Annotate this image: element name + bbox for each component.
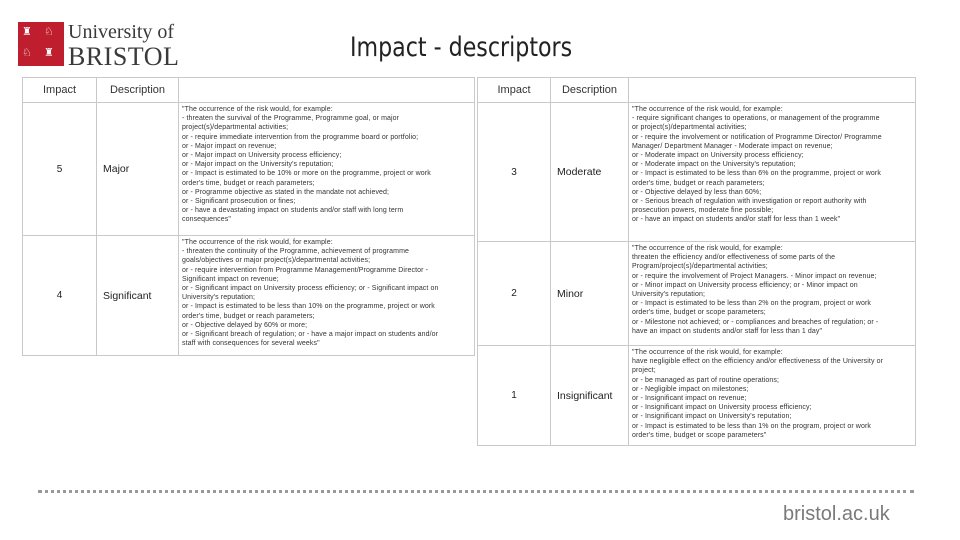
description-line: - threaten the survival of the Programme, Programme goal, or major <box>182 115 400 123</box>
table-row <box>23 103 475 236</box>
description-line: "The occurrence of the risk would, for example: <box>632 349 783 356</box>
description-line: University's reputation; <box>182 294 255 302</box>
description-line: Program/project(s)/departmental activities; <box>632 263 768 271</box>
description-line: or - have a devastating impact on students and/or staff with long term <box>182 207 404 215</box>
description-line: or - Programme objective as stated in the mandate not achieved; <box>182 188 390 196</box>
description-line: or - Significant impact on University process efficiency; or - Significant impact on <box>182 285 439 293</box>
description-line: or - require intervention from Programme Management/Programme Director - <box>182 266 429 274</box>
crest-icon: ♜ ♘ ♘ ♜ <box>18 22 64 66</box>
description-line: have negligible effect on the efficiency and/or effectiveness of the University or <box>632 358 884 366</box>
impact-level: Insignificant <box>551 346 629 446</box>
impact-level: Minor <box>551 242 629 346</box>
description-line: "The occurrence of the risk would, for example: <box>632 245 783 252</box>
description-line: or - have an impact on students and/or staff for less than 1 week" <box>632 216 841 224</box>
description-line: or - Significant prosecution or fines; <box>182 198 296 206</box>
impact-score: 2 <box>478 242 551 346</box>
description-line: or - Serious breach of regulation with investigation or report authority with <box>632 198 867 206</box>
description-line: or - Major impact on revenue; <box>182 142 277 150</box>
description-line: order's time, budget or reach parameters; <box>632 179 765 187</box>
logo-bristol: BRISTOL <box>68 42 180 71</box>
description-line: staff with consequences for several weeks" <box>182 340 320 348</box>
description-line: University's reputation; <box>632 291 705 299</box>
description-line: or - Impact is estimated to be less than 1% on the program, project or work <box>632 422 871 430</box>
description-line: or - Impact is estimated to be less than 2% on the program, project or work <box>632 300 871 308</box>
description-line: project(s)/departmental activities; <box>182 124 289 132</box>
footer-url: bristol.ac.uk <box>783 503 890 525</box>
description-line: or - Impact is estimated to be less than 6% on the programme, project or work <box>632 170 881 178</box>
description-line: "The occurrence of the risk would, for example: <box>632 106 783 113</box>
description-line: order's time, budget or scope parameters; <box>632 309 766 317</box>
table-row <box>23 236 475 356</box>
description-line: - threaten the continuity of the Programme, achievement of programme <box>182 248 410 256</box>
header-impact: Impact <box>23 78 97 103</box>
description-line: or project(s)/departmental activities; <box>632 124 747 132</box>
header-blank <box>629 78 916 103</box>
impact-table-left <box>22 77 475 356</box>
description-line: threaten the efficiency and/or effectiveness of some parts of the <box>632 254 836 262</box>
header-blank <box>179 78 475 103</box>
description-line: or - Major impact on the University's reputation; <box>182 161 334 169</box>
description-line: or - require the involvement of Project Managers. - Minor impact on revenue; <box>632 272 877 280</box>
description-line: or - Insignificant impact on University's reputation; <box>632 413 792 421</box>
impact-level: Significant <box>97 236 179 356</box>
footer-divider <box>38 490 914 493</box>
header-description: Description <box>551 78 629 103</box>
table-header-row <box>478 78 916 103</box>
description-line: or - Moderate impact on the University's reputation; <box>632 161 796 169</box>
logo-university-of: University of <box>68 21 175 43</box>
description-line: or - Moderate impact on University process efficiency; <box>632 152 804 160</box>
impact-description <box>179 236 475 356</box>
impact-description <box>629 103 916 242</box>
page-title: Impact - descriptors <box>350 32 573 63</box>
table-row <box>478 103 916 242</box>
description-line: or - Significant breach of regulation; or - have a major impact on students and/or <box>182 331 439 339</box>
description-line: or - Minor impact on University process efficiency; or - Minor impact on <box>632 281 858 289</box>
description-line: or - Negligible impact on milestones; <box>632 385 749 393</box>
table-header-row <box>23 78 475 103</box>
description-line: or - require the involvement or notification of Programme Director/ Programme <box>632 133 882 141</box>
description-line: or - Objective delayed by less than 60%; <box>632 188 762 196</box>
description-line: "The occurrence of the risk would, for example: <box>182 106 333 113</box>
impact-table-right <box>477 77 916 446</box>
description-line: goals/objectives or major project(s)/departmental activities; <box>182 257 371 265</box>
description-line: order's time, budget or reach parameters; <box>182 179 315 187</box>
description-line: Significant impact on revenue; <box>182 275 279 283</box>
description-line: or - Impact is estimated to be less than 10% on the programme, project or work <box>182 303 435 311</box>
impact-score: 5 <box>23 103 97 236</box>
description-line: or - Objective delayed by 60% or more; <box>182 321 308 329</box>
impact-description <box>629 346 916 446</box>
description-line: - require significant changes to operations, or management of the programme <box>632 115 880 123</box>
impact-score: 1 <box>478 346 551 446</box>
impact-level: Major <box>97 103 179 236</box>
impact-score: 3 <box>478 103 551 242</box>
header-impact: Impact <box>478 78 551 103</box>
description-line: or - Milestone not achieved; or - compliances and breaches of regulation; or - <box>632 318 879 326</box>
impact-description <box>629 242 916 346</box>
description-line: or - be managed as part of routine operations; <box>632 376 780 384</box>
description-line: order's time, budget or scope parameters" <box>632 431 767 439</box>
description-line: or - require immediate intervention from the programme board or portfolio; <box>182 133 419 141</box>
description-line: have an impact on students and/or staff for less than 1 day" <box>632 327 823 335</box>
description-line: consequences" <box>182 216 231 224</box>
header-description: Description <box>97 78 179 103</box>
description-line: or - Insignificant impact on revenue; <box>632 395 747 403</box>
description-line: or - Insignificant impact on University process efficiency; <box>632 404 812 412</box>
table-row <box>478 242 916 346</box>
impact-description <box>179 103 475 236</box>
description-line: or - Major impact on University process efficiency; <box>182 152 342 160</box>
description-line: or - Impact is estimated to be 10% or more on the programme, project or work <box>182 170 431 178</box>
description-line: "The occurrence of the risk would, for example: <box>182 239 333 246</box>
description-line: prosecution powers, moderate fine possible; <box>632 207 774 215</box>
description-line: Manager/ Department Manager - Moderate impact on revenue; <box>632 142 833 150</box>
university-logo <box>18 21 180 71</box>
impact-score: 4 <box>23 236 97 356</box>
description-line: project; <box>632 367 656 375</box>
description-line: order's time, budget or reach parameters; <box>182 312 315 320</box>
table-row <box>478 346 916 446</box>
impact-level: Moderate <box>551 103 629 242</box>
